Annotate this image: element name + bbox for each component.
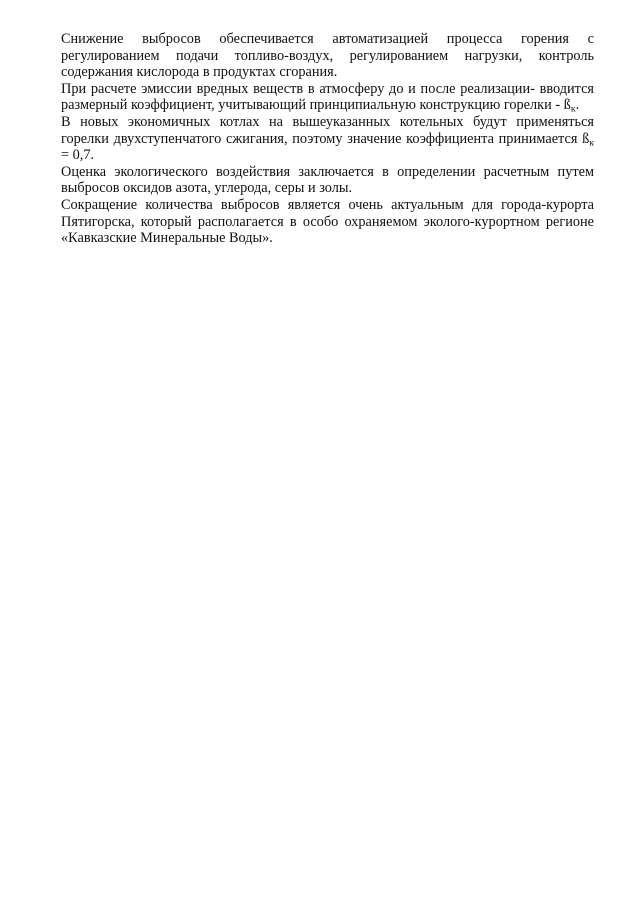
paragraph-text: Сокращение количества выбросов является очень актуальным для города-курорта Пятигорска, который располагается в особо охраняемом эколого-курортном регионе «Кавказские Минеральные Воды». bbox=[61, 196, 594, 247]
paragraph-tail: . bbox=[575, 97, 580, 114]
paragraph-text: Оценка экологического воздействия заключается в определении расчетным путем выбросов оксидов азота, углерода, серы и золы. bbox=[61, 163, 594, 197]
paragraph-text: При расчете эмиссии вредных веществ в атмосферу до и после реализации- вводится размерный коэффициент, учитывающий принципиальную конструкцию горелки - ß bbox=[61, 80, 594, 114]
paragraph-resort-relevance bbox=[61, 197, 594, 247]
paragraph-coefficient-definition bbox=[61, 81, 594, 114]
paragraph-ecological-assessment bbox=[61, 164, 594, 197]
paragraph-emission-reduction bbox=[61, 31, 594, 81]
paragraph-coefficient-value bbox=[61, 114, 594, 164]
coefficient-subscript: к bbox=[570, 103, 576, 115]
coefficient-subscript: к bbox=[589, 136, 594, 148]
paragraph-tail: = 0,7. bbox=[61, 147, 95, 164]
paragraph-text: Снижение выбросов обеспечивается автоматизацией процесса горения с регулированием подачи топливо-воздух, регулированием нагрузки, контроль содержания кислорода в продуктах сгорания. bbox=[61, 31, 594, 81]
document-body bbox=[61, 31, 594, 247]
paragraph-text: В новых экономичных котлах на вышеуказанных котельных будут применяться горелки двухступенчатого сжигания, поэтому значение коэффициента принимается ß bbox=[61, 113, 594, 147]
